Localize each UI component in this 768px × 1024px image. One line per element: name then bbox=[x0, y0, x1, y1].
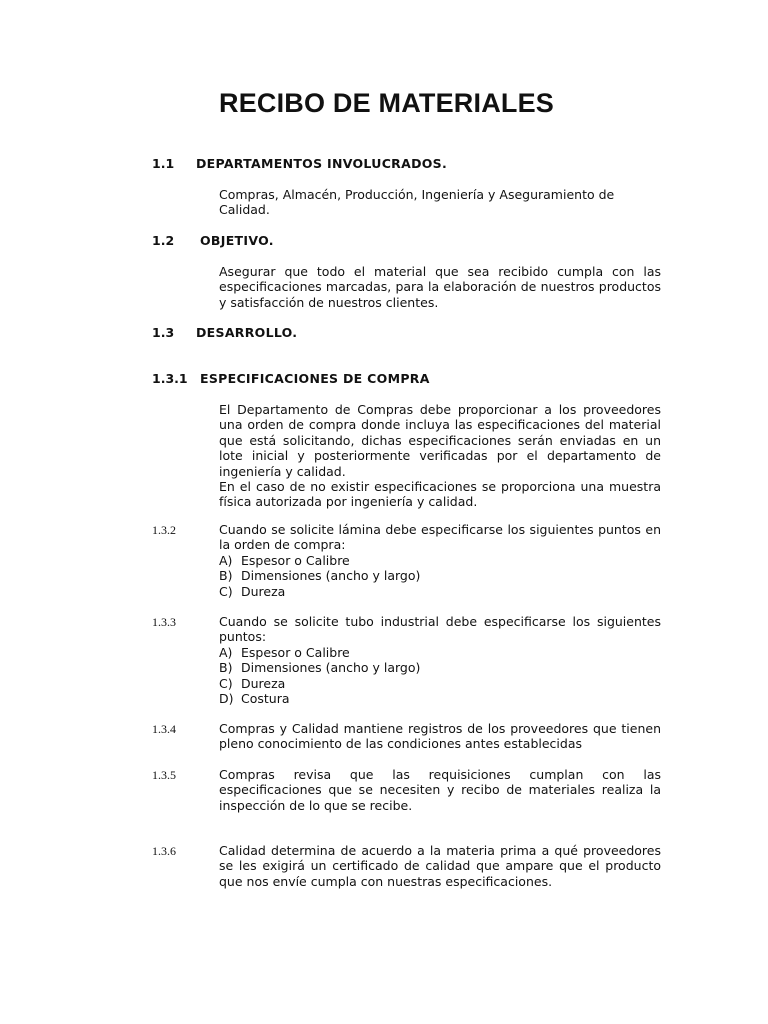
section-paragraph: Asegurar que todo el material que sea recibido cumpla con las especificaciones marcadas, para la elaboración de nuestros productos y satisfacción de nuestros clientes. bbox=[219, 264, 661, 310]
list-item: C) Dureza bbox=[219, 675, 286, 691]
list-item: D) Costura bbox=[219, 691, 290, 707]
document-title: RECIBO DE MATERIALES bbox=[219, 88, 555, 118]
section-heading: DEPARTAMENTOS INVOLUCRADOS. bbox=[196, 156, 448, 171]
section-number: 1.1 bbox=[152, 156, 175, 171]
section-paragraph bbox=[219, 402, 661, 510]
section-number: 1.2 bbox=[152, 233, 175, 248]
spec-list bbox=[219, 553, 420, 599]
section-paragraph: Compras, Almacén, Producción, Ingeniería y Aseguramiento de Calidad. bbox=[219, 187, 615, 218]
section-number: 1.3.2 bbox=[152, 523, 176, 537]
list-item: B) Dimensiones (ancho y largo) bbox=[219, 568, 421, 584]
section-paragraph: Cuando se solicite tubo industrial debe especificarse los siguientes puntos: bbox=[219, 614, 661, 645]
section-number: 1.3.5 bbox=[152, 768, 176, 782]
paragraph-text: El Departamento de Compras debe proporcionar a los proveedores una orden de compra donde incluya las especificaciones del material que está solicitando, dichas especificaciones serán enviadas en un lote inicial y posteriormente verificadas por el departamento de ingeniería y calidad. bbox=[219, 402, 661, 479]
section-number: 1.3.4 bbox=[152, 722, 176, 736]
section-number: 1.3.6 bbox=[152, 844, 176, 858]
section-paragraph: Cuando se solicite lámina debe especificarse los siguientes puntos en la orden de compra: bbox=[219, 522, 661, 553]
list-item: A) Espesor o Calibre bbox=[219, 645, 350, 660]
section-heading: ESPECIFICACIONES DE COMPRA bbox=[200, 371, 430, 386]
list-item: A) Espesor o Calibre bbox=[219, 553, 350, 568]
section-paragraph: Compras y Calidad mantiene registros de los proveedores que tienen pleno conocimiento de las condiciones antes establecidas bbox=[219, 721, 661, 752]
section-number: 1.3 bbox=[152, 325, 175, 340]
list-item: B) Dimensiones (ancho y largo) bbox=[219, 660, 421, 676]
section-paragraph: Compras revisa que las requisiciones cumplan con las especificaciones que se necesiten y recibo de materiales realiza la inspección de lo que se recibe. bbox=[219, 767, 661, 813]
section-number: 1.3.1 bbox=[152, 371, 188, 386]
list-item: C) Dureza bbox=[219, 583, 286, 599]
section-heading: OBJETIVO. bbox=[200, 233, 274, 248]
paragraph-text: En el caso de no existir especificaciones se proporciona una muestra física autorizada por ingeniería y calidad. bbox=[219, 479, 661, 510]
section-paragraph: Calidad determina de acuerdo a la materia prima a qué proveedores se les exigirá un certificado de calidad que ampare que el producto que nos envíe cumpla con nuestras especificaciones. bbox=[219, 843, 661, 889]
section-heading: DESARROLLO. bbox=[196, 325, 298, 340]
spec-list bbox=[219, 645, 420, 707]
section-number: 1.3.3 bbox=[152, 615, 176, 629]
